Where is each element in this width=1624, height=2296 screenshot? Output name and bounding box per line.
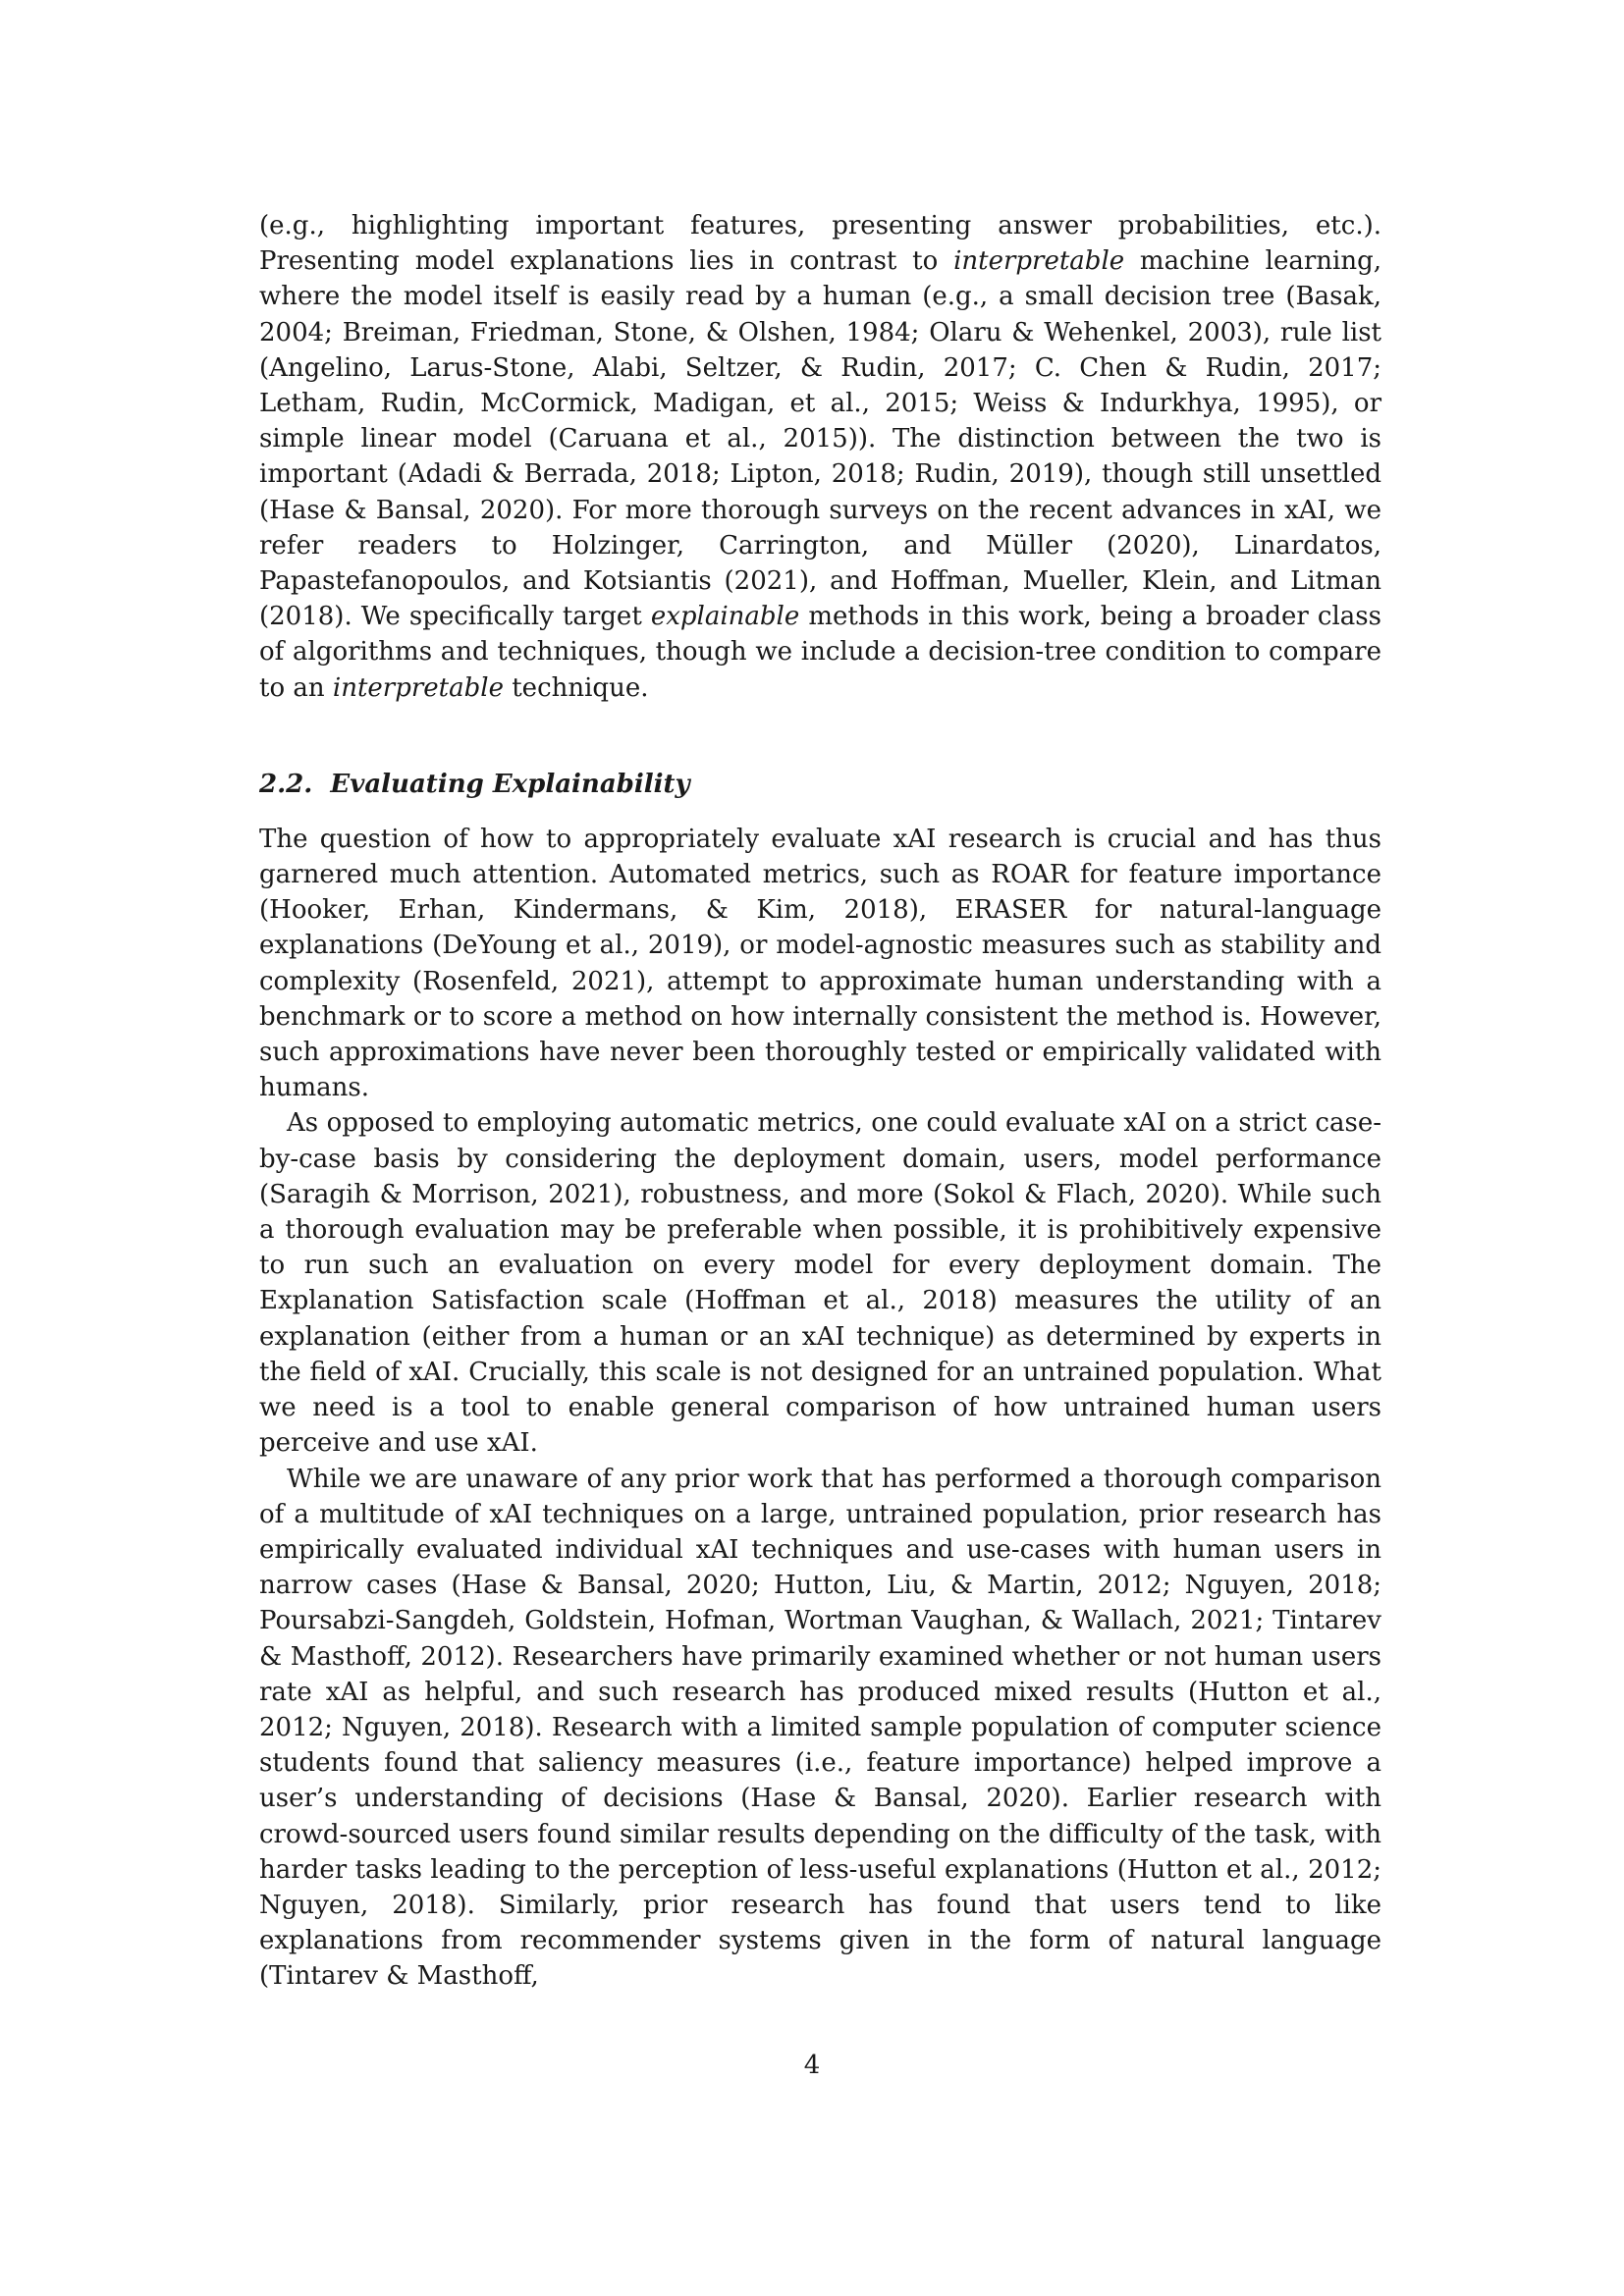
text-run: (e.g., highlighting important features, presenting answer probabilities, etc.). Presenting model explanations lies in contrast to — [259, 211, 1381, 277]
emphasis-interpretable: interpretable — [953, 246, 1125, 277]
page-body — [259, 208, 1381, 1995]
body-paragraph: While we are unaware of any prior work that has performed a thorough comparison of a multitude of xAI techniques on a large, untrained population, prior research has empirically evaluated individual xAI techniques and use-cases with human users in narrow cases (Hase & Bansal, 2020; Hutton, Liu, & Martin, 2012; Nguyen, 2018; Poursabzi-Sangdeh, Goldstein, Hofman, Wortman Vaughan, & Wallach, 2021; Tintarev & Masthoff, 2012). Researchers have primarily examined whether or not human users rate xAI as helpful, and such research has produced mixed results (Hutton et al., 2012; Nguyen, 2018). Research with a limited sample population of computer science students found that saliency measures (i.e., feature importance) helped improve a user’s understanding of decisions (Hase & Bansal, 2020). Earlier research with crowd-sourced users found similar results depending on the difficulty of the task, with harder tasks leading to the perception of less-useful explanations (Hutton et al., 2012; Nguyen, 2018). Similarly, prior research has found that users tend to like explanations from recommender systems given in the form of natural language (Tintarev & Masthoff, — [259, 1464, 1381, 1992]
body-paragraph-intro — [259, 208, 1381, 706]
emphasis-explainable: explainable — [650, 602, 800, 632]
text-run: technique. — [503, 672, 649, 703]
page-number: 4 — [803, 2051, 821, 2080]
section-heading — [259, 767, 1381, 802]
section-number: 2.2. — [259, 769, 313, 799]
emphasis-interpretable: interpretable — [332, 672, 504, 703]
body-paragraph: The question of how to appropriately evaluate xAI research is crucial and has thus garnered much attention. Automated metrics, such as ROAR for feature importance (Hooker, Erhan, Kindermans, & Kim, 2018), ERASER for natural-language explanations (DeYoung et al., 2019), or model-agnostic measures such as stability and complexity (Rosenfeld, 2021), attempt to approximate human understanding with a benchmark or to score a method on how internally consistent the method is. However, such approximations have never been thoroughly tested or empirically validated with humans. — [259, 824, 1381, 1103]
body-paragraph: As opposed to employing automatic metrics, one could evaluate xAI on a strict case-by-case basis by considering the deployment domain, users, model performance (Saragih & Morrison, 2021), robustness, and more (Sokol & Flach, 2020). While such a thorough evaluation may be preferable when possible, it is prohibitively expensive to run such an evaluation on every model for every deployment domain. The Explanation Satisfaction scale (Hoffman et al., 2018) measures the utility of an explanation (either from a human or an xAI technique) as determined by experts in the field of xAI. Crucially, this scale is not designed for an untrained population. What we need is a tool to enable general comparison of how untrained human users perceive and use xAI. — [259, 1108, 1381, 1459]
text-run: machine learning, where the model itself is easily read by a human (e.g., a small decision tree (Basak, 2004; Breiman, Friedman, Stone, & Olshen, 1984; Olaru & Wehenkel, 2003), rule list (Angelino, Larus-Stone, Alabi, Seltzer, & Rudin, 2017; C. Chen & Rudin, 2017; Letham, Rudin, McCormick, Madigan, et al., 2015; Weiss & Indurkhya, 1995), or simple linear model (Caruana et al., 2015)). The distinction between the two is important (Adadi & Berrada, 2018; Lipton, 2018; Rudin, 2019), though still unsettled (Hase & Bansal, 2020). For more thorough surveys on the recent advances in xAI, we refer readers to Holzinger, Carrington, and Müller (2020), Linardatos, Papastefanopoulos, and Kotsiantis (2021), and Hoffman, Mueller, Klein, and Litman (2018). We specifically target — [259, 246, 1381, 632]
section-title: Evaluating Explainability — [330, 769, 690, 799]
text-run: methods in this work, being a broader class of algorithms and techniques, though we include a decision-tree condition to compare to an — [259, 602, 1381, 703]
